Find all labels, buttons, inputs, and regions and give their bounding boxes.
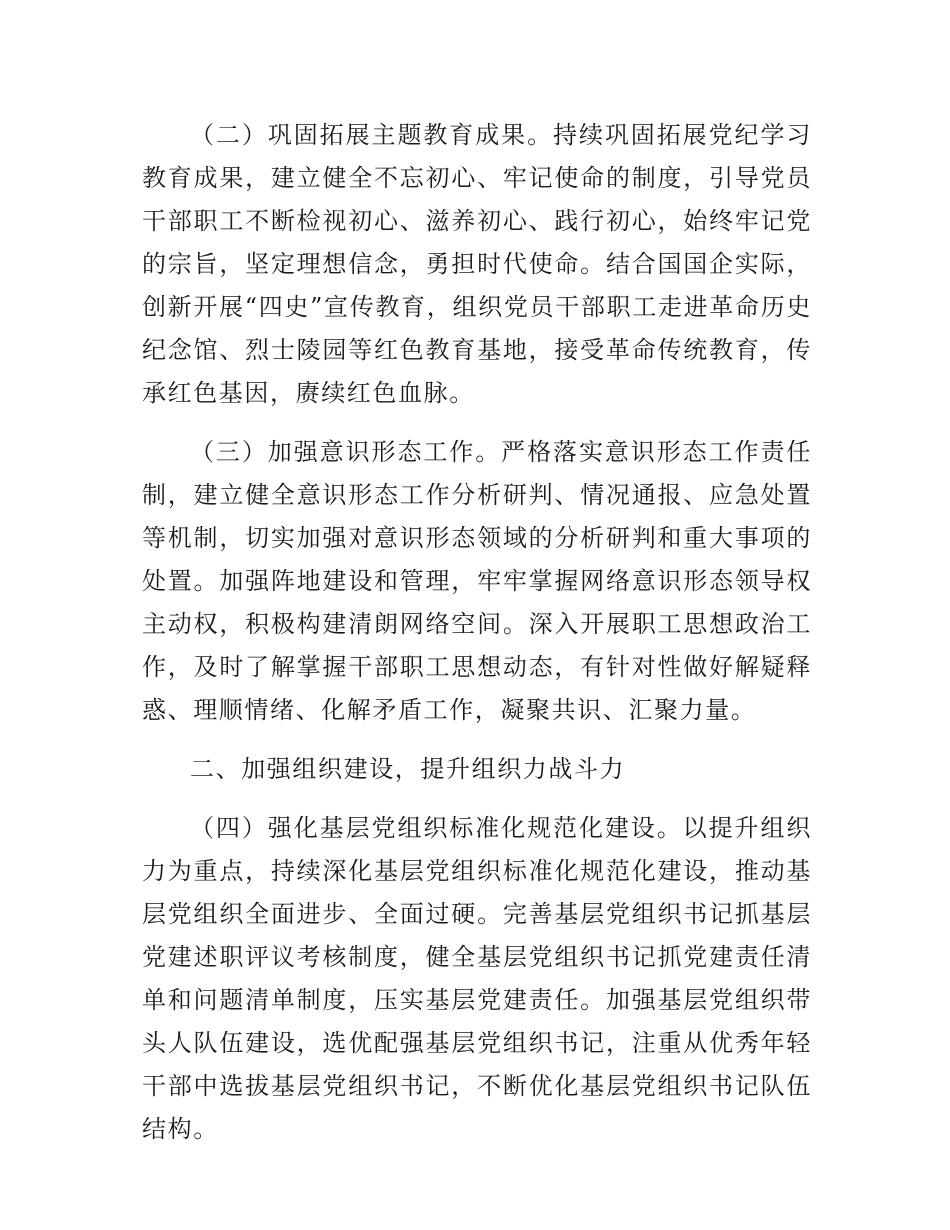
section-heading-organization: 二、加强组织建设，提升组织力战斗力 (190, 755, 626, 783)
paragraph-consolidate-theme-education: （二）巩固拓展主题教育成果。持续巩固拓展党纪学习教育成果，建立健全不忘初心、牢记使命的制度，引导党员干部职工不断检视初心、滋养初心、践行初心，始终牢记党的宗旨，坚定理想信念，勇担时代使命。结合国国企实际，创新开展“四史”宣传教育，组织党员干部职工走进革命历史纪念馆、烈士陵园等红色教育基地，接受革命传统教育，传承红色基因，赓续红色血脉。 (142, 121, 812, 407)
paragraph-ideology-work: （三）加强意识形态工作。严格落实意识形态工作责任制，建立健全意识形态工作分析研判、情况通报、应急处置等机制，切实加强对意识形态领域的分析研判和重大事项的处置。加强阵地建设和管理，牢牢掌握网络意识形态领导权主动权，积极构建清朗网络空间。深入开展职工思想政治工作，及时了解掌握干部职工思想动态，有针对性做好解疑释惑、理顺情绪、化解矛盾工作，凝聚共识、汇聚力量。 (142, 438, 812, 724)
paragraph-grassroots-standardization: （四）强化基层党组织标准化规范化建设。以提升组织力为重点，持续深化基层党组织标准化规范化建设，推动基层党组织全面进步、全面过硬。完善基层党组织书记抓基层党建述职评议考核制度，健全基层党组织书记抓党建责任清单和问题清单制度，压实基层党建责任。加强基层党组织带头人队伍建设，选优配强基层党组织书记，注重从优秀年轻干部中选拔基层党组织书记，不断优化基层党组织书记队伍结构。 (142, 814, 812, 1143)
document-body (142, 114, 812, 1167)
